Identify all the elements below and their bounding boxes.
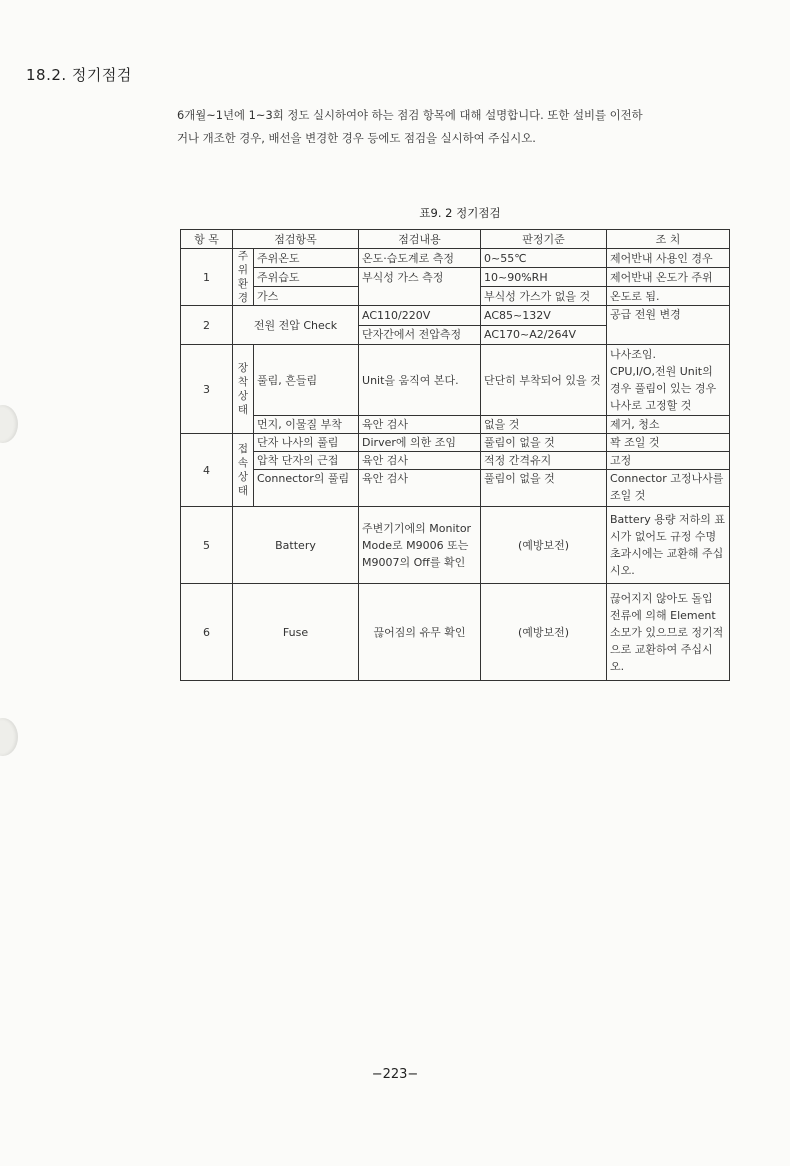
action: 제어반내 사용인 경우 (607, 249, 730, 268)
check-content (359, 287, 481, 306)
check-item: 풀림, 흔들림 (254, 345, 359, 416)
criteria: 단단히 부착되어 있을 것 (481, 345, 607, 416)
row-group-label: 접 속 상 태 (233, 434, 254, 507)
check-item: 압착 단자의 근접 (254, 452, 359, 470)
action: Connector 고정나사를 조일 것 (607, 470, 730, 507)
table-row (181, 470, 730, 507)
header-criteria: 판정기준 (481, 230, 607, 249)
row-group-label: 장 착 상 태 (233, 345, 254, 434)
check-content: AC110/220V (359, 306, 481, 326)
criteria: 부식성 가스가 없을 것 (481, 287, 607, 306)
action: 나사조임. CPU,I/O,전원 Unit의 경우 풀림이 있는 경우 나사로 고정할 것 (607, 345, 730, 416)
criteria: 10~90%RH (481, 268, 607, 287)
criteria: 풀림이 없을 것 (481, 470, 607, 507)
header-check-content: 점검내용 (359, 230, 481, 249)
action: 고정 (607, 452, 730, 470)
check-item: 주위온도 (254, 249, 359, 268)
intro-paragraph (177, 104, 739, 150)
punch-hole-upper (0, 405, 18, 443)
section-heading: 18.2. 정기점검 (26, 66, 132, 84)
table-caption: 표9. 2 정기점검 (419, 206, 501, 220)
check-item: 단자 나사의 풀림 (254, 434, 359, 452)
criteria: (예방보전) (481, 507, 607, 584)
check-content: 온도·습도계로 측정 (359, 249, 481, 268)
row-number: 3 (181, 345, 233, 434)
check-item: Fuse (233, 584, 359, 681)
check-content: 주변기기에의 Monitor Mode로 M9006 또는 M9007의 Off를 확인 (359, 507, 481, 584)
row-group-label: 주 위 환 경 (233, 249, 254, 306)
action: Battery 용량 저하의 표시가 없어도 규정 수명 초과시에는 교환해 주십시오. (607, 507, 730, 584)
punch-hole-lower (0, 718, 18, 756)
row-number: 2 (181, 306, 233, 345)
action: 꽉 조일 것 (607, 434, 730, 452)
table-row (181, 507, 730, 584)
table-header-row (181, 230, 730, 249)
check-item: Battery (233, 507, 359, 584)
row-number: 5 (181, 507, 233, 584)
table-row (181, 452, 730, 470)
check-content: 육안 검사 (359, 452, 481, 470)
intro-line: 거나 개조한 경우, 배선을 변경한 경우 등에도 점검을 실시하여 주십시오. (177, 131, 536, 145)
row-number: 6 (181, 584, 233, 681)
table-row (181, 306, 730, 326)
table-row (181, 584, 730, 681)
check-content: Unit을 움직여 본다. (359, 345, 481, 416)
criteria: 없을 것 (481, 416, 607, 434)
action: 끊어지지 않아도 돌입 전류에 의해 Element 소모가 있으므로 정기적으로 교환하여 주십시오. (607, 584, 730, 681)
criteria: 0~55℃ (481, 249, 607, 268)
inspection-table (180, 229, 730, 681)
row-number: 4 (181, 434, 233, 507)
check-content: Dirver에 의한 조임 (359, 434, 481, 452)
table-row (181, 287, 730, 306)
criteria: AC170~A2/264V (481, 325, 607, 345)
action: 온도로 됨. (607, 287, 730, 306)
intro-line: 6개월~1년에 1~3회 정도 실시하여야 하는 점검 항목에 대해 설명합니다. 또한 설비를 이전하 (177, 108, 643, 122)
criteria: (예방보전) (481, 584, 607, 681)
criteria: AC85~132V (481, 306, 607, 326)
action: 제어반내 온도가 주위 (607, 268, 730, 287)
action: 제거, 청소 (607, 416, 730, 434)
check-item: 가스 (254, 287, 359, 306)
table-row (181, 249, 730, 268)
criteria: 풀림이 없을 것 (481, 434, 607, 452)
header-item-no: 항 목 (181, 230, 233, 249)
check-content: 부식성 가스 측정 (359, 268, 481, 287)
table-row (181, 434, 730, 452)
table-row (181, 416, 730, 434)
page-number: −223− (371, 1067, 419, 1082)
check-item: 먼지, 이물질 부착 (254, 416, 359, 434)
table-row (181, 345, 730, 416)
action: 공급 전원 변경 (607, 306, 730, 345)
header-check-item: 점검항목 (233, 230, 359, 249)
header-action: 조 치 (607, 230, 730, 249)
criteria: 적정 간격유지 (481, 452, 607, 470)
table-row (181, 268, 730, 287)
check-content: 끊어짐의 유무 확인 (359, 584, 481, 681)
check-content: 단자간에서 전압측정 (359, 325, 481, 345)
row-number: 1 (181, 249, 233, 306)
check-content: 육안 검사 (359, 470, 481, 507)
check-item: Connector의 풀림 (254, 470, 359, 507)
check-item: 주위습도 (254, 268, 359, 287)
check-content: 육안 검사 (359, 416, 481, 434)
check-item: 전원 전압 Check (233, 306, 359, 345)
